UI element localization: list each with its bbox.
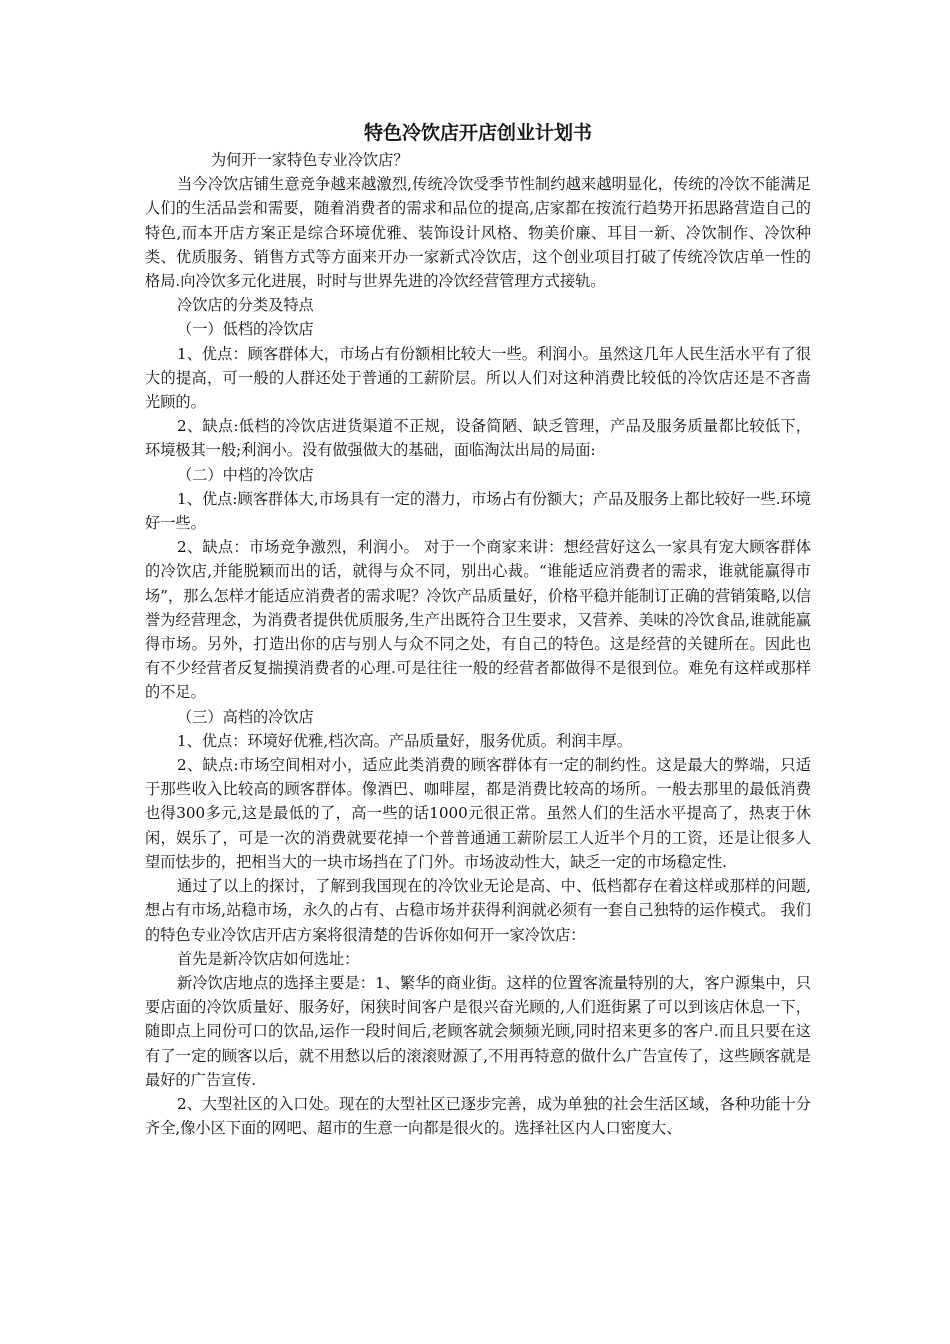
paragraph-low-end-cons: 2、缺点:低档的冷饮店进货渠道不正规，设备简陋、缺乏管理，产品及服务质量都比较低下，环境极其一般;利润小。没有做强做大的基础，面临淘汰出局的局面: <box>145 417 811 460</box>
paragraph-mid-range-pros: 1、优点:顾客群体大,市场具有一定的潜力，市场占有份额大；产品及服务上都比较好一些.环境好一些。 <box>145 489 811 533</box>
subheading-mid-range: （二）中档的冷饮店 <box>177 465 314 484</box>
subheading-high-end: （三）高档的冷饮店 <box>177 707 314 726</box>
section-heading-location: 首先是新冷饮店如何选址： <box>177 949 360 968</box>
paragraph-location-community: 2、大型社区的入口处。现在的大型社区已逐步完善，成为单独的社会生活区域，各种功能十分齐全,像小区下面的网吧、超市的生意一向都是很火的。选择社区内人口密度大、 <box>145 1094 811 1138</box>
section-heading-categories: 冷饮店的分类及特点 <box>177 296 314 315</box>
paragraph-mid-range-cons: 2、缺点：市场竞争激烈，利润小。 对于一个商家来讲：想经营好这么一家具有宠大顾客群体的冷饮店,并能脱颖而出的话，就得与众不同，别出心裁。“谁能适应消费者的需求，谁就能赢得市场”，那么怎样才能适应消费者的需求呢？冷饮产品质量好，价格平稳并能制订正确的营销策略,以信誉为经营理念，为消费者提供优质服务,生产出既符合卫生要求，又营养、美味的冷饮食品,谁就能赢得市场。另外，打造出你的店与别人与众不同之处，有自己的特色。这是经营的关键所在。因此也有不少经营者反复揣摸消费者的心理.可是往往一般的经营者都做得不是很到位。难免有这样或那样的不足。 <box>145 538 811 702</box>
paragraph-intro: 当今冷饮店铺生意竞争越来越激烈,传统冷饮受季节性制约越来越明显化，传统的冷饮不能满足人们的生活品尝和需要，随着消费者的需求和品位的提高,店家都在按流行趋势开拓思路营造自己的特色,而本开店方案正是综合环境优雅、装饰设计风格、物美价廉、耳目一新、冷饮制作、冷饮种类、优质服务、销售方式等方面来开办一家新式冷饮店，这个创业项目打破了传统冷饮店单一性的格局.向冷饮多元化进展，时时与世界先进的冷饮经营管理方式接轨。 <box>145 175 811 291</box>
paragraph-location-commercial-street: 新冷饮店地点的选择主要是：1、繁华的商业街。这样的位置客流量特别的大，客户源集中，只要店面的冷饮质量好、服务好，闲狭时间客户是很兴奋光顾的,人们逛街累了可以到该店休息一下，随即点上同份可口的饮品,运作一段时间后,老顾客就会频频光顾,同时招来更多的客户.而且只要在这有了一定的顾客以后，就不用愁以后的滚滚财源了,不用再特意的做什么广告宣传了，这些顾客就是最好的广告宣传. <box>145 973 811 1089</box>
document-page <box>145 118 811 1140</box>
paragraph-low-end-pros: 1、优点：顾客群体大，市场占有份额相比较大一些。利润小。虽然这几年人民生活水平有了很大的提高，可一般的人群还处于普通的工薪阶层。所以人们对这种消费比较低的冷饮店还是不吝啬光顾的。 <box>145 344 811 412</box>
paragraph-summary: 通过了以上的探讨，了解到我国现在的冷饮业无论是高、中、低档都存在着这样或那样的问题,想占有市场,站稳市场，永久的占有、占稳市场并获得利润就必须有一套自己独特的运作模式。 我们的特色专业冷饮店开店方案将很清楚的告诉你如何开一家冷饮店： <box>145 877 811 944</box>
document-subtitle: 为何开一家特色专业冷饮店？ <box>211 151 409 169</box>
paragraph-high-end-pros: 1、优点：环境好优雅,档次高。产品质量好，服务优质。利润丰厚。 <box>177 731 632 750</box>
document-title: 特色冷饮店开店创业计划书 <box>363 122 592 144</box>
subheading-low-end: （一）低档的冷饮店 <box>177 320 314 339</box>
paragraph-high-end-cons: 2、缺点:市场空间相对小，适应此类消费的顾客群体有一定的制约性。这是最大的弊端，只适于那些收入比较高的顾客群体。像酒巴、咖啡屋，都是消费比较高的场所。一般去那里的最低消费也得300多元,这是最低的了，高一些的话1000元很正常。虽然人们的生活水平提高了，热衷于休闲，娱乐了，可是一次的消费就要花掉一个普普通通工薪阶层工人近半个月的工资，还是让很多人望而怯步的，把相当大的一块市场挡在了门外。市场波动性大，缺乏一定的市场稳定性. <box>145 756 811 871</box>
